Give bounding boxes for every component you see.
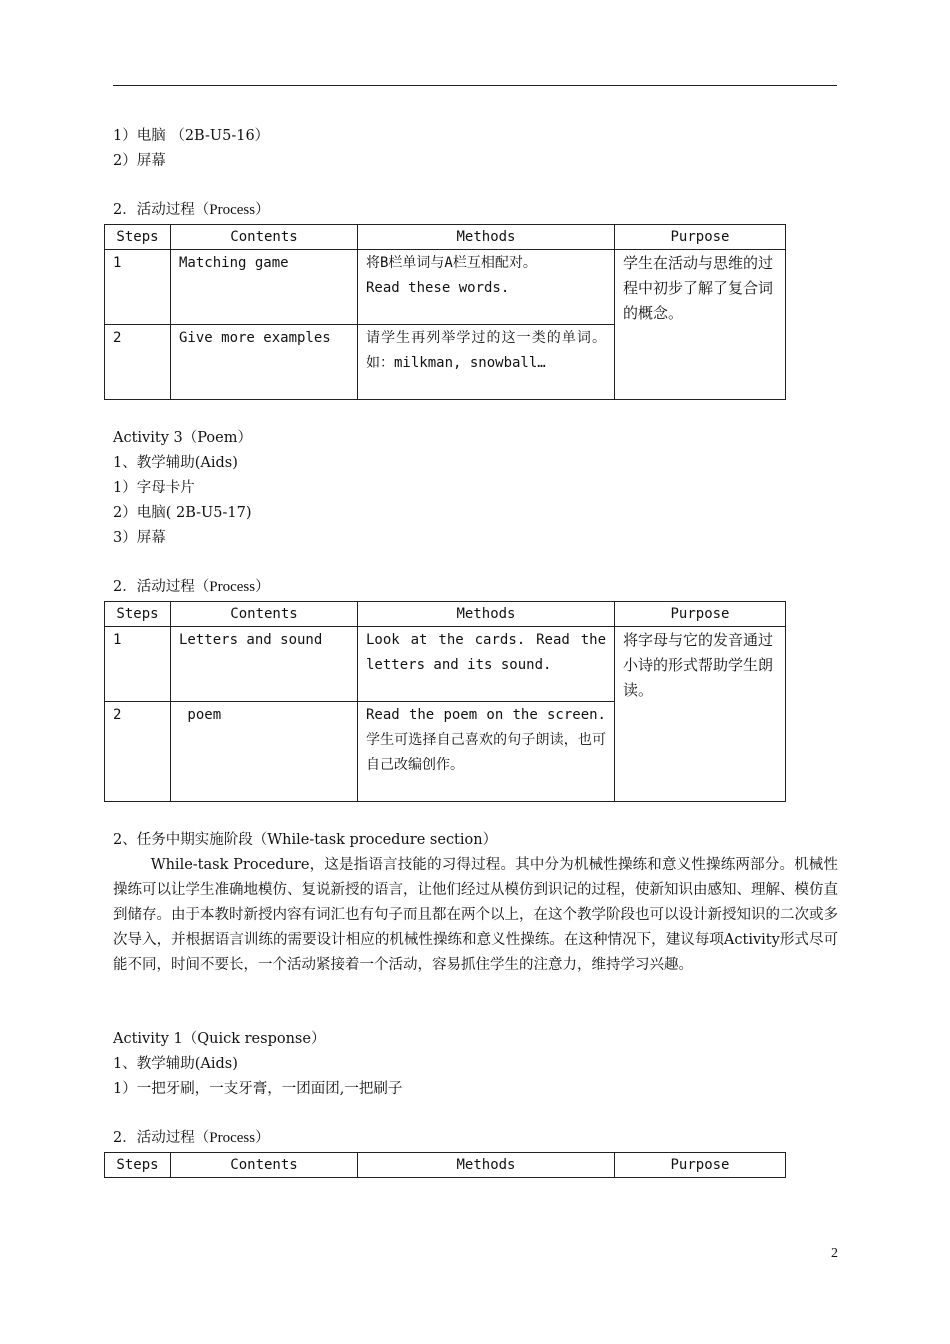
header-purpose: Purpose [615,225,786,250]
aids-item: 1）字母卡片 [113,480,195,496]
header-steps: Steps [105,1153,171,1178]
table-row: 2 Give more examples 请学生再列举学过的这一类的单词。如：milkman, snowball… [105,325,786,400]
aids-item: 3）屏幕 [113,530,166,546]
header-methods: Methods [358,1153,615,1178]
process-table-1 [104,224,786,400]
header-steps: Steps [105,602,171,627]
aids-item: 1）电脑 （2B-U5-16） [113,128,270,144]
header-methods: Methods [358,602,615,627]
header-purpose: Purpose [615,602,786,627]
header-methods: Methods [358,225,615,250]
table-row: 1 Matching game 将B栏单词与A栏互相配对。 Read these words. 学生在活动与思维的过程中初步了解了复合词的概念。 [105,250,786,325]
activity-title: Activity 1（Quick response） [113,1031,326,1047]
aids-title: 1、教学辅助(Aids) [113,1056,238,1072]
while-task-title: 2、任务中期实施阶段（While-task procedure section） [113,832,498,848]
process-table-3 [104,1152,786,1178]
top-aids-list [113,124,838,174]
header-steps: Steps [105,225,171,250]
process-heading: 2．活动过程（Process） [113,1130,270,1146]
table-row: 1 Letters and sound Look at the cards. Read the letters and its sound. 将字母与它的发音通过小诗的形式帮助学生朗读。 [105,627,786,702]
process-heading: 2．活动过程（Process） [113,579,270,595]
purpose-cell: 学生在活动与思维的过程中初步了解了复合词的概念。 [615,250,786,400]
aids-item: 1）一把牙刷，一支牙膏，一团面团,一把刷子 [113,1081,403,1097]
header-contents: Contents [171,1153,358,1178]
aids-item: 2）屏幕 [113,153,166,169]
header-contents: Contents [171,225,358,250]
process-table-2 [104,601,786,802]
activity-3-section [113,426,838,551]
table-row: 2 poem Read the poem on the screen. 学生可选择自己喜欢的句子朗读，也可自己改编创作。 [105,702,786,802]
page-number: 2 [831,1246,838,1261]
purpose-cell: 将字母与它的发音通过小诗的形式帮助学生朗读。 [615,627,786,802]
aids-item: 2）电脑( 2B-U5-17) [113,505,252,521]
aids-title: 1、教学辅助(Aids) [113,455,238,471]
header-contents: Contents [171,602,358,627]
header-purpose: Purpose [615,1153,786,1178]
process-heading: 2．活动过程（Process） [113,202,270,218]
while-task-paragraph: While-task Procedure，这是指语言技能的习得过程。其中分为机械性操练和意义性操练两部分。机械性操练可以让学生准确地模仿、复说新授的语言，让他们经过从模仿到识记的过程，使新知识由感知、理解、模仿直到储存。由于本教时新授内容有词汇也有句子而且都在两个以上，在这个教学阶段也可以设计新授知识的二次或多次导入，并根据语言训练的需要设计相应的机械性操练和意义性操练。在这种情况下，建议每项Activity形式尽可能不同，时间不要长，一个活动紧接着一个活动，容易抓住学生的注意力，维持学习兴趣。 [113,857,838,973]
activity-1-section [113,1027,838,1102]
activity-title: Activity 3（Poem） [113,430,252,446]
header-rule [113,85,837,86]
